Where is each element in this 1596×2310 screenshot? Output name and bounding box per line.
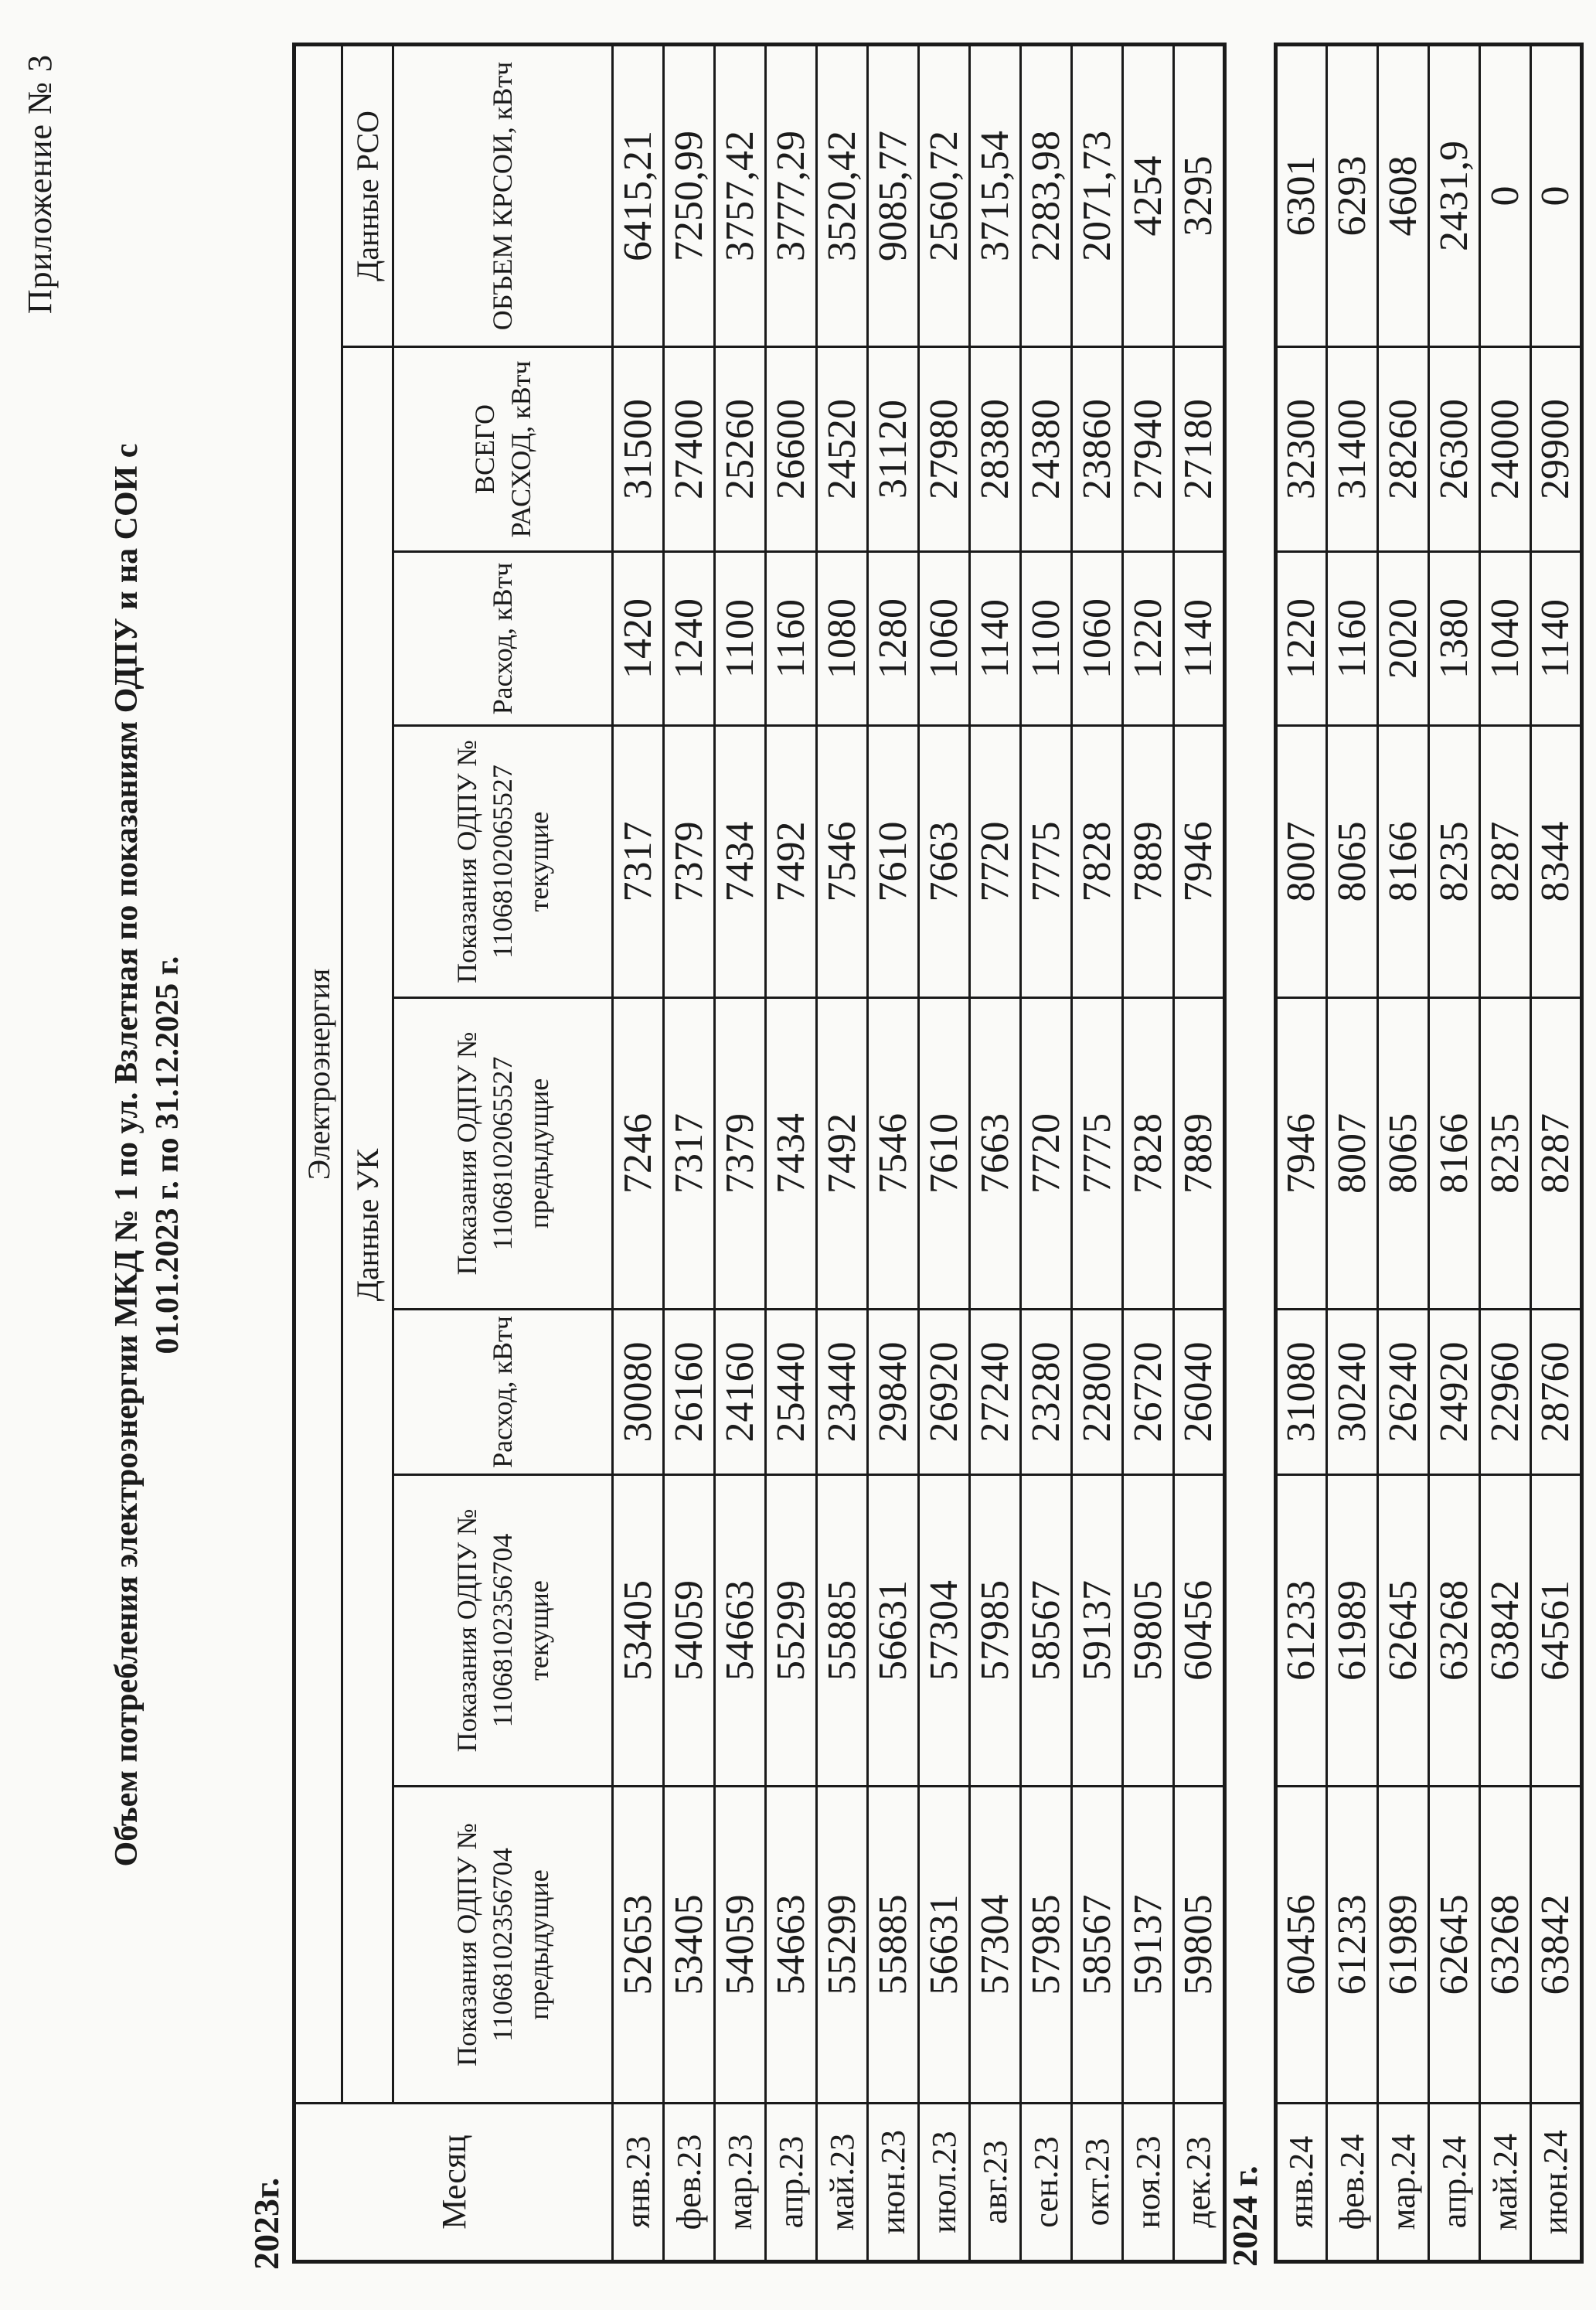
value-cell: 26300 (1429, 347, 1480, 552)
value-cell: 63842 (1480, 1475, 1531, 1787)
value-cell: 55885 (868, 1787, 919, 2104)
value-cell: 54059 (715, 1787, 766, 2104)
month-cell: сен.23 (1021, 2104, 1072, 2262)
value-cell: 1220 (1276, 552, 1327, 726)
value-cell: 7946 (1174, 726, 1225, 998)
value-cell: 24380 (1021, 347, 1072, 552)
value-cell: 0 (1480, 45, 1531, 347)
value-cell: 22800 (1072, 1310, 1123, 1475)
value-cell: 26160 (664, 1310, 715, 1475)
value-cell: 1100 (1021, 552, 1072, 726)
value-cell: 6293 (1327, 45, 1378, 347)
value-cell: 23280 (1021, 1310, 1072, 1475)
value-cell: 7379 (664, 726, 715, 998)
value-cell: 32300 (1276, 347, 1327, 552)
value-cell: 23440 (817, 1310, 868, 1475)
month-cell: мар.23 (715, 2104, 766, 2262)
table-row (1429, 45, 1480, 2262)
value-cell: 59137 (1072, 1475, 1123, 1787)
value-cell: 56631 (868, 1475, 919, 1787)
value-cell: 7775 (1072, 998, 1123, 1310)
value-cell: 7379 (715, 998, 766, 1310)
value-cell: 8065 (1378, 998, 1429, 1310)
value-cell: 22960 (1480, 1310, 1531, 1475)
month-cell: июл.23 (919, 2104, 970, 2262)
column-header-meter1-previous: Показания ОДПУ № 11068102356704 предыдущие (393, 1787, 613, 2104)
column-header-total-consumption: ВСЕГО РАСХОД, кВтч (393, 347, 613, 552)
value-cell: 1140 (970, 552, 1021, 726)
value-cell: 63842 (1531, 1787, 1582, 2104)
month-cell: июн.23 (868, 2104, 919, 2262)
month-cell: май.23 (817, 2104, 868, 2262)
value-cell: 24920 (1429, 1310, 1480, 1475)
value-cell: 25440 (766, 1310, 817, 1475)
value-cell: 7663 (970, 998, 1021, 1310)
value-cell: 1060 (919, 552, 970, 726)
value-cell: 54663 (715, 1475, 766, 1787)
table-body-2023 (613, 45, 1225, 2262)
table-row (817, 45, 868, 2262)
value-cell: 25260 (715, 347, 766, 552)
group-header-uk: Данные УК (342, 347, 393, 2104)
value-cell: 26600 (766, 347, 817, 552)
column-header-row (393, 45, 613, 2262)
group-header-rso: Данные РСО (342, 45, 393, 347)
value-cell: 7434 (766, 998, 817, 1310)
value-cell: 2283,98 (1021, 45, 1072, 347)
value-cell: 59805 (1174, 1787, 1225, 2104)
value-cell: 8007 (1276, 726, 1327, 998)
value-cell: 7889 (1123, 726, 1174, 998)
month-cell: июн.24 (1531, 2104, 1582, 2262)
value-cell: 1080 (817, 552, 868, 726)
value-cell: 27240 (970, 1310, 1021, 1475)
value-cell: 8166 (1378, 726, 1429, 998)
value-cell: 63268 (1480, 1787, 1531, 2104)
value-cell: 3520,42 (817, 45, 868, 347)
value-cell: 0 (1531, 45, 1582, 347)
value-cell: 29900 (1531, 347, 1582, 552)
value-cell: 62645 (1378, 1475, 1429, 1787)
value-cell: 53405 (664, 1787, 715, 2104)
value-cell: 57304 (919, 1475, 970, 1787)
value-cell: 9085,77 (868, 45, 919, 347)
value-cell: 31080 (1276, 1310, 1327, 1475)
consumption-table-2023 (292, 43, 1227, 2264)
value-cell: 54663 (766, 1787, 817, 2104)
table-row (766, 45, 817, 2262)
value-cell: 3295 (1174, 45, 1225, 347)
value-cell: 8235 (1480, 998, 1531, 1310)
value-cell: 58567 (1072, 1787, 1123, 2104)
value-cell: 27180 (1174, 347, 1225, 552)
value-cell: 8344 (1531, 726, 1582, 998)
value-cell: 7610 (919, 998, 970, 1310)
column-header-meter2-current: Показания ОДПУ № 11068102065527 текущие (393, 726, 613, 998)
month-cell: апр.24 (1429, 2104, 1480, 2262)
value-cell: 2020 (1378, 552, 1429, 726)
month-cell: май.24 (1480, 2104, 1531, 2262)
value-cell: 24520 (817, 347, 868, 552)
value-cell: 60456 (1276, 1787, 1327, 2104)
value-cell: 8007 (1327, 998, 1378, 1310)
value-cell: 28260 (1378, 347, 1429, 552)
value-cell: 7317 (664, 998, 715, 1310)
value-cell: 24160 (715, 1310, 766, 1475)
value-cell: 29840 (868, 1310, 919, 1475)
value-cell: 3777,29 (766, 45, 817, 347)
value-cell: 8235 (1429, 726, 1480, 998)
value-cell: 7828 (1123, 998, 1174, 1310)
value-cell: 62645 (1429, 1787, 1480, 2104)
table-body-2024 (1276, 45, 1582, 2262)
value-cell: 53405 (613, 1475, 664, 1787)
value-cell: 1140 (1174, 552, 1225, 726)
value-cell: 7546 (868, 998, 919, 1310)
value-cell: 28380 (970, 347, 1021, 552)
month-cell: дек.23 (1174, 2104, 1225, 2262)
value-cell: 1240 (664, 552, 715, 726)
column-header-krsoi-volume: ОБЪЕМ КРСОИ, кВтч (393, 45, 613, 347)
document-title-line1: Объем потребления электроэнергии МКД № 1 по ул. Взлетная по показаниям ОДПУ и на СОИ с (109, 443, 145, 1867)
month-cell: мар.24 (1378, 2104, 1429, 2262)
value-cell: 4608 (1378, 45, 1429, 347)
value-cell: 7246 (613, 998, 664, 1310)
table-row (664, 45, 715, 2262)
value-cell: 1380 (1429, 552, 1480, 726)
value-cell: 6415,21 (613, 45, 664, 347)
value-cell: 3757,42 (715, 45, 766, 347)
table-row (1378, 45, 1429, 2262)
table-row (1123, 45, 1174, 2262)
value-cell: 7610 (868, 726, 919, 998)
value-cell: 64561 (1531, 1475, 1582, 1787)
appendix-label: Приложение № 3 (21, 54, 59, 315)
table-row (1327, 45, 1378, 2262)
value-cell: 60456 (1174, 1475, 1225, 1787)
value-cell: 31500 (613, 347, 664, 552)
value-cell: 1060 (1072, 552, 1123, 726)
value-cell: 30080 (613, 1310, 664, 1475)
value-cell: 55885 (817, 1475, 868, 1787)
table-row (919, 45, 970, 2262)
month-cell: янв.24 (1276, 2104, 1327, 2262)
table-header (294, 45, 613, 2262)
table-row (1174, 45, 1225, 2262)
value-cell: 7492 (766, 726, 817, 998)
value-cell: 26040 (1174, 1310, 1225, 1475)
month-cell: апр.23 (766, 2104, 817, 2262)
value-cell: 31120 (868, 347, 919, 552)
table-row (1072, 45, 1123, 2262)
document-title (107, 70, 188, 2240)
value-cell: 6301 (1276, 45, 1327, 347)
document-title-line2: 01.01.2023 г. по 31.12.2025 г. (149, 956, 185, 1354)
value-cell: 1160 (1327, 552, 1378, 726)
value-cell: 7434 (715, 726, 766, 998)
month-cell: окт.23 (1072, 2104, 1123, 2262)
year-label-2023: 2023г. (247, 2177, 286, 2270)
value-cell: 28760 (1531, 1310, 1582, 1475)
value-cell: 54059 (664, 1475, 715, 1787)
value-cell: 55299 (817, 1787, 868, 2104)
value-cell: 61233 (1327, 1787, 1378, 2104)
month-cell: янв.23 (613, 2104, 664, 2262)
value-cell: 1160 (766, 552, 817, 726)
value-cell: 7546 (817, 726, 868, 998)
month-cell: фев.24 (1327, 2104, 1378, 2262)
column-header-meter1-current: Показания ОДПУ № 11068102356704 текущие (393, 1475, 613, 1787)
value-cell: 7720 (970, 726, 1021, 998)
value-cell: 8287 (1531, 998, 1582, 1310)
value-cell: 57985 (1021, 1787, 1072, 2104)
value-cell: 61989 (1327, 1475, 1378, 1787)
value-cell: 58567 (1021, 1475, 1072, 1787)
value-cell: 7720 (1021, 998, 1072, 1310)
column-header-meter1-consumption: Расход, кВтч (393, 1310, 613, 1475)
table-row (1480, 45, 1531, 2262)
group-header-row-2 (342, 45, 393, 2262)
value-cell: 30240 (1327, 1310, 1378, 1475)
column-header-meter2-previous: Показания ОДПУ № 11068102065527 предыдущие (393, 998, 613, 1310)
table-row (1531, 45, 1582, 2262)
value-cell: 57985 (970, 1475, 1021, 1787)
value-cell: 63268 (1429, 1475, 1480, 1787)
year-label-2024: 2024 г. (1225, 2165, 1264, 2267)
group-header-electricity: Электроэнергия (294, 45, 342, 2104)
value-cell: 8065 (1327, 726, 1378, 998)
table-row (970, 45, 1021, 2262)
value-cell: 27940 (1123, 347, 1174, 552)
value-cell: 23860 (1072, 347, 1123, 552)
value-cell: 1280 (868, 552, 919, 726)
value-cell: 7828 (1072, 726, 1123, 998)
value-cell: 52653 (613, 1787, 664, 2104)
value-cell: 27980 (919, 347, 970, 552)
value-cell: 7775 (1021, 726, 1072, 998)
value-cell: 27400 (664, 347, 715, 552)
value-cell: 2560,72 (919, 45, 970, 347)
value-cell: 2071,73 (1072, 45, 1123, 347)
value-cell: 59805 (1123, 1475, 1174, 1787)
value-cell: 26240 (1378, 1310, 1429, 1475)
value-cell: 7317 (613, 726, 664, 998)
month-cell: авг.23 (970, 2104, 1021, 2262)
column-header-meter2-consumption: Расход, кВтч (393, 552, 613, 726)
value-cell: 1040 (1480, 552, 1531, 726)
value-cell: 61233 (1276, 1475, 1327, 1787)
value-cell: 26720 (1123, 1310, 1174, 1475)
value-cell: 7492 (817, 998, 868, 1310)
value-cell: 59137 (1123, 1787, 1174, 2104)
value-cell: 31400 (1327, 347, 1378, 552)
consumption-table-2024 (1274, 43, 1584, 2264)
value-cell: 57304 (970, 1787, 1021, 2104)
value-cell: 1140 (1531, 552, 1582, 726)
value-cell: 56631 (919, 1787, 970, 2104)
value-cell: 7663 (919, 726, 970, 998)
value-cell: 3715,54 (970, 45, 1021, 347)
value-cell: 1100 (715, 552, 766, 726)
value-cell: 61989 (1378, 1787, 1429, 2104)
group-header-row-1 (294, 45, 342, 2262)
value-cell: 8287 (1480, 726, 1531, 998)
value-cell: 7889 (1174, 998, 1225, 1310)
table-row (868, 45, 919, 2262)
table-row (715, 45, 766, 2262)
value-cell: 26920 (919, 1310, 970, 1475)
value-cell: 7946 (1276, 998, 1327, 1310)
table-row (1021, 45, 1072, 2262)
value-cell: 2431,9 (1429, 45, 1480, 347)
month-cell: фев.23 (664, 2104, 715, 2262)
value-cell: 1420 (613, 552, 664, 726)
value-cell: 24000 (1480, 347, 1531, 552)
value-cell: 55299 (766, 1475, 817, 1787)
value-cell: 4254 (1123, 45, 1174, 347)
month-cell: ноя.23 (1123, 2104, 1174, 2262)
table-row (613, 45, 664, 2262)
value-cell: 7250,99 (664, 45, 715, 347)
value-cell: 8166 (1429, 998, 1480, 1310)
column-header-month: Месяц (294, 2104, 613, 2262)
table-row (1276, 45, 1327, 2262)
value-cell: 1220 (1123, 552, 1174, 726)
